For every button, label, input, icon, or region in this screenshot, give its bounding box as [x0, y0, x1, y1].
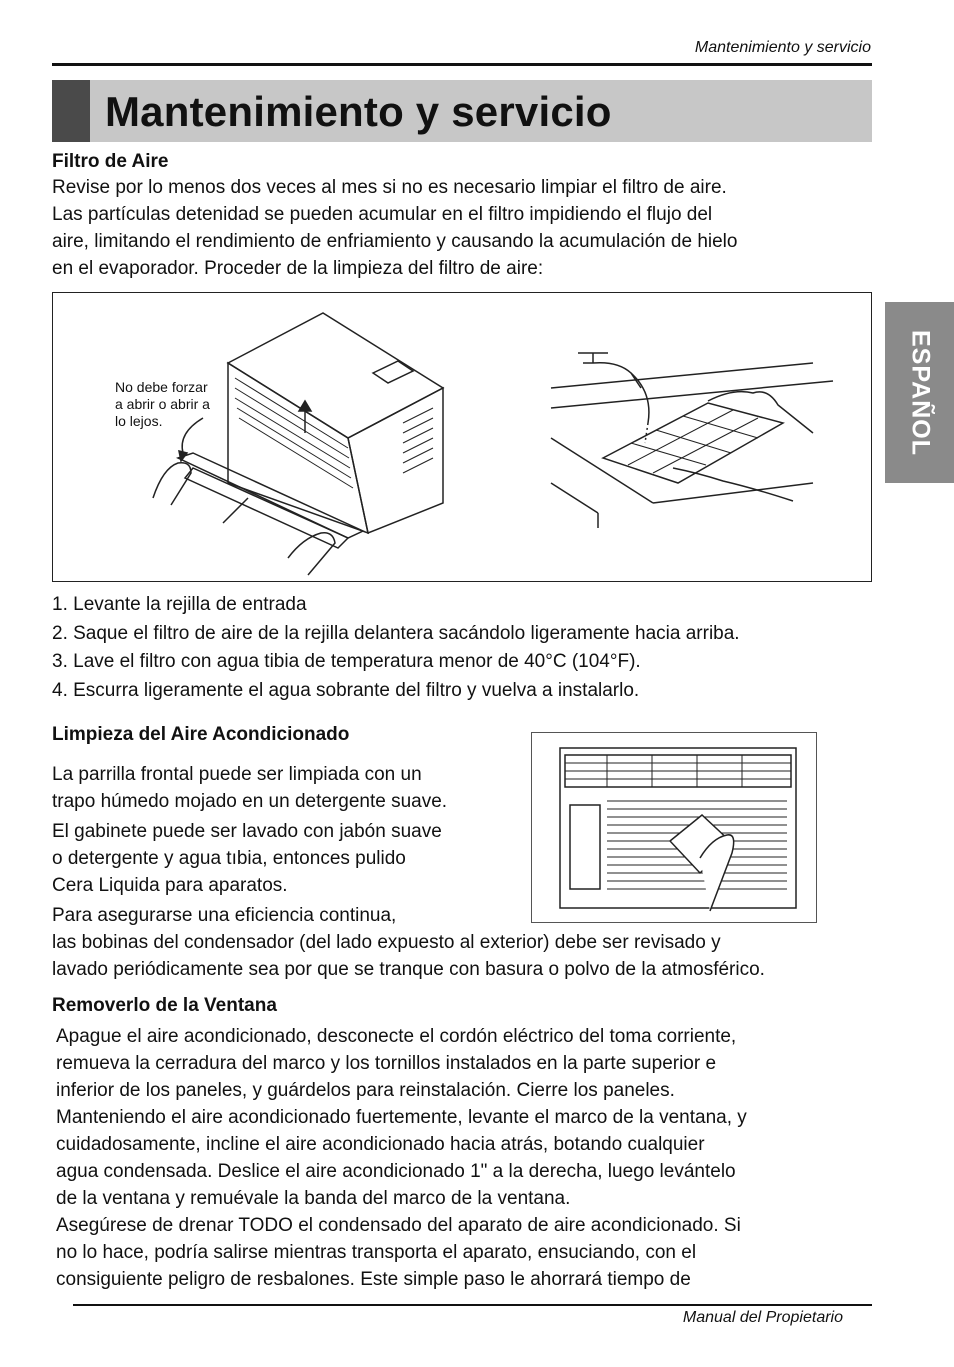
language-side-tab: [885, 302, 954, 483]
running-header: Mantenimiento y servicio: [694, 39, 871, 56]
heading-filtro: Filtro de Aire: [52, 151, 169, 172]
paragraph-line: lavado periódicamente sea por que se tranque con basura o polvo de la atmosférico.: [52, 959, 765, 980]
title-tab-marker: [52, 80, 90, 142]
paragraph-limpieza-a: [52, 761, 512, 815]
step-item: 4. Escurra ligeramente el agua sobrante del filtro y vuelva a instalarlo.: [52, 679, 640, 701]
figure-grille-cleaning: [531, 732, 817, 923]
paragraph-line: Cera Liquida para aparatos.: [52, 875, 288, 896]
top-rule: [52, 63, 872, 66]
paragraph-line: inferior de los paneles, y guárdelos para reinstalación. Cierre los paneles.: [56, 1080, 675, 1101]
paragraph-line: remueva la cerradura del marco y los tornillos instalados en la parte superior e: [56, 1053, 717, 1074]
paragraph-remover: [56, 1023, 747, 1293]
paragraph-line: consiguiente peligro de resbalones. Este simple paso le ahorrará tiempo de: [56, 1269, 691, 1290]
paragraph-line: Para asegurarse una eficiencia continua,: [52, 905, 397, 926]
paragraph-line: Manteniendo el aire acondicionado fuertemente, levante el marco de la ventana, y: [56, 1107, 747, 1128]
running-footer: Manual del Propietario: [682, 1309, 843, 1326]
paragraph-line: La parrilla frontal puede ser limpiada con un: [52, 764, 422, 785]
paragraph-line: Revise por lo menos dos veces al mes si no es necesario limpiar el filtro de aire.: [52, 177, 727, 198]
paragraph-limpieza-b: [52, 818, 512, 899]
paragraph-line: o detergente y agua tıbia, entonces pulido: [52, 848, 406, 869]
caption-line: lo lejos.: [115, 413, 163, 429]
paragraph-line: Asegúrese de drenar TODO el condensado del aparato de aire acondicionado. Si: [56, 1215, 741, 1236]
step-item: 1. Levante la rejilla de entrada: [52, 594, 307, 615]
paragraph-line: no lo hace, podría salirse mientras transporta el aparato, ensuciando, con el: [56, 1242, 697, 1263]
section-title: Mantenimiento y servicio: [105, 88, 612, 135]
paragraph-line: Las partículas detenidad se pueden acumular en el filtro impidiendo el flujo del: [52, 204, 713, 225]
paragraph-line: de la ventana y remuévale la banda del marco de la ventana.: [56, 1188, 571, 1209]
paragraph-line: las bobinas del condensador (del lado expuesto al exterior) debe ser revisado y: [52, 932, 721, 953]
figure-caption: [115, 379, 210, 430]
figure-filter-cleaning: [52, 292, 872, 582]
grille-wipe-illustration: [532, 733, 816, 922]
paragraph-line: aire, limitando el rendimiento de enfriamiento y causando la acumulación de hielo: [52, 231, 738, 252]
paragraph-line: cuidadosamente, incline el aire acondicionado hacia atrás, botando cualquier: [56, 1134, 705, 1155]
paragraph-filtro: [52, 174, 737, 282]
language-label: ESPAÑOL: [906, 329, 934, 456]
paragraph-line: Apague el aire acondicionado, desconecte el cordón eléctrico del toma corriente,: [56, 1026, 737, 1047]
bottom-rule: [73, 1304, 872, 1306]
steps-list: [52, 591, 740, 705]
paragraph-line: agua condensada. Deslice el aire acondicionado 1" a la derecha, luego levántelo: [56, 1161, 736, 1182]
paragraph-line: en el evaporador. Proceder de la limpieza del filtro de aire:: [52, 258, 544, 279]
caption-line: a abrir o abrir a: [115, 396, 210, 412]
paragraph-line: El gabinete puede ser lavado con jabón suave: [52, 821, 442, 842]
step-item: 2. Saque el filtro de aire de la rejilla delantera sacándolo ligeramente hacia arriba.: [52, 622, 740, 644]
caption-line: No debe forzar: [115, 379, 208, 395]
step-item: 3. Lave el filtro con agua tibia de temperatura menor de 40°C (104°F).: [52, 651, 641, 672]
heading-remover: Removerlo de la Ventana: [52, 995, 277, 1016]
air-conditioner-illustration: [53, 293, 871, 581]
paragraph-line: trapo húmedo mojado en un detergente suave.: [52, 791, 448, 812]
heading-limpieza: Limpieza del Aire Acondicionado: [52, 724, 350, 745]
